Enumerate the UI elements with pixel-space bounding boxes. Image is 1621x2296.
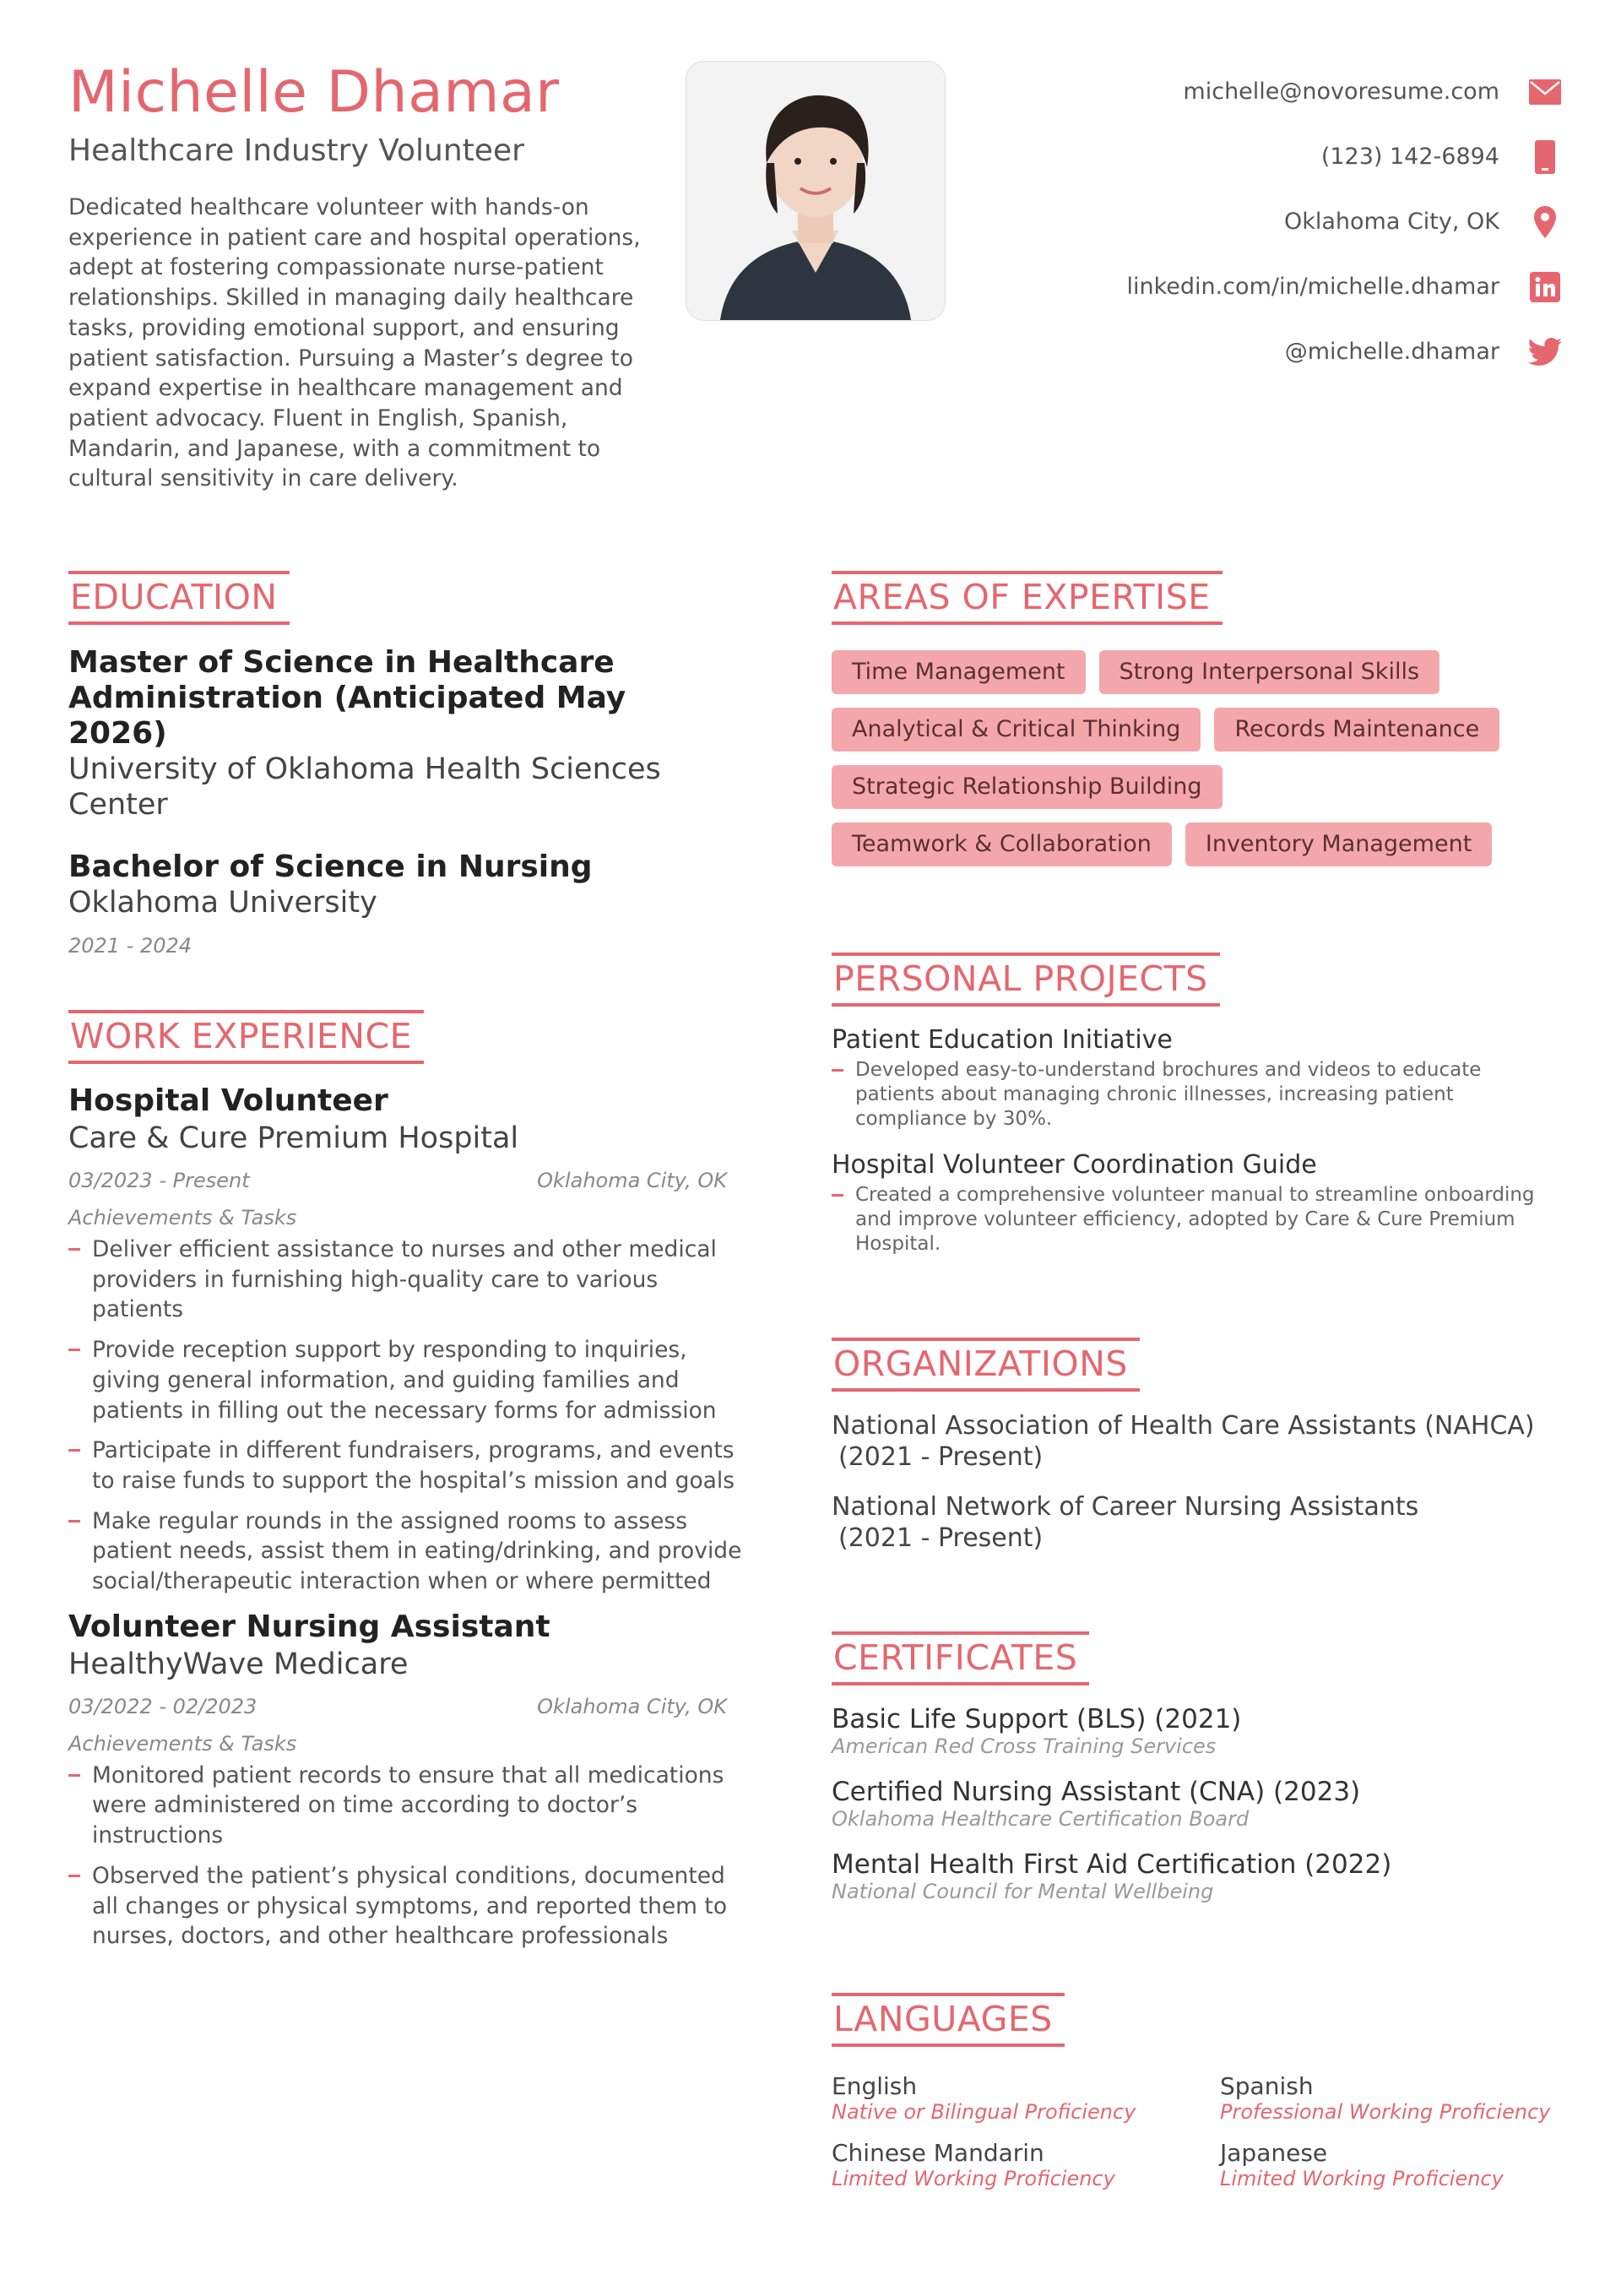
project-description: Created a comprehensive volunteer manual to streamline onboarding and improve volunteer efficiency, adopted by Care & Cure Premium Hospital. <box>832 1183 1548 1257</box>
job-entry <box>68 1083 744 1597</box>
expertise-tag: Time Management <box>832 650 1086 694</box>
job-dates: 03/2022 - 02/2023 <box>68 1694 258 1718</box>
linkedin-icon <box>1528 270 1562 304</box>
education-dates: 2021 - 2024 <box>68 934 192 958</box>
expertise-tags <box>832 650 1541 880</box>
language-item <box>832 2072 1220 2124</box>
job-location: Oklahoma City, OK <box>537 1694 727 1718</box>
certificates-heading: CERTIFICATES <box>832 1631 1089 1685</box>
language-level: Professional Working Proficiency <box>1220 2100 1551 2124</box>
organizations-heading: ORGANIZATIONS <box>832 1338 1140 1392</box>
certificate-issuer: Oklahoma Healthcare Certification Board <box>832 1807 1250 1831</box>
organization-item <box>832 1410 1566 1473</box>
certificate-issuer: American Red Cross Training Services <box>832 1734 1217 1758</box>
certificate-item <box>832 1704 1566 1758</box>
certificate-name: Basic Life Support (BLS) (2021) <box>832 1704 1242 1734</box>
candidate-name: Michelle Dhamar <box>68 59 560 126</box>
projects-heading: PERSONAL PROJECTS <box>832 953 1220 1007</box>
job-title: Hospital Volunteer <box>68 1083 388 1118</box>
bullet-item: Observed the patient’s physical conditions, documented all changes or physical symptoms, and reported them to nurses, doctors, and other healthcare professionals <box>68 1861 744 1951</box>
job-subheading: Achievements & Tasks <box>68 1731 297 1756</box>
twitter-icon <box>1528 335 1562 369</box>
location-text: Oklahoma City, OK <box>1283 209 1499 235</box>
organization-name: National Association of Health Care Assistants (NAHCA) <box>832 1411 1535 1441</box>
twitter-text: @michelle.dhamar <box>1284 339 1499 365</box>
bullet-item: Provide reception support by responding to inquiries, giving general information, and guiding families and patients in filling out the necessary forms for admission <box>68 1335 744 1425</box>
organization-dates: (2021 - Present) <box>838 1442 1044 1472</box>
degree-title: Master of Science in Healthcare Administration (Anticipated May 2026) <box>68 645 626 751</box>
project-title: Patient Education Initiative <box>832 1025 1173 1055</box>
job-title: Volunteer Nursing Assistant <box>68 1609 550 1644</box>
bullet-item: Participate in different fundraisers, programs, and events to raise funds to support the hospital’s mission and goals <box>68 1436 744 1495</box>
school-name: University of Oklahoma Health Sciences Center <box>68 752 661 822</box>
phone-text: (123) 142-6894 <box>1320 144 1499 170</box>
contact-phone[interactable] <box>1126 124 1562 189</box>
certificate-name: Certified Nursing Assistant (CNA) (2023) <box>832 1777 1361 1807</box>
email-text: michelle@novoresume.com <box>1183 79 1499 105</box>
contact-list <box>1126 59 1562 384</box>
job-bullets <box>68 1235 744 1597</box>
organizations-section <box>832 1338 1566 1554</box>
contact-twitter[interactable] <box>1126 319 1562 384</box>
languages-grid <box>832 2072 1566 2190</box>
contact-location <box>1126 189 1562 254</box>
expertise-heading: AREAS OF EXPERTISE <box>832 571 1223 625</box>
education-heading: EDUCATION <box>68 571 290 625</box>
job-location: Oklahoma City, OK <box>537 1169 727 1192</box>
language-item <box>832 2139 1220 2190</box>
organization-dates: (2021 - Present) <box>838 1523 1044 1553</box>
expertise-tag: Records Maintenance <box>1214 708 1499 752</box>
map-pin-icon <box>1528 205 1562 239</box>
expertise-tag: Inventory Management <box>1185 822 1492 866</box>
language-level: Limited Working Proficiency <box>1220 2167 1504 2190</box>
profile-summary: Dedicated healthcare volunteer with hands-on experience in patient care and hospital operations, adept at fostering compassionate nurse-patient relationships. Skilled in managing daily healthcare tasks, providing emotional support, and ensuring patient satisfaction. Pursuing a Master’s degree to expand expertise in healthcare management and patient advocacy. Fluent in English, Spanish, Mandarin, and Japanese, with a commitment to cultural sensitivity in care delivery. <box>68 194 641 492</box>
certificate-name: Mental Health First Aid Certification (2022) <box>832 1849 1392 1880</box>
phone-icon <box>1528 140 1562 174</box>
linkedin-text: linkedin.com/in/michelle.dhamar <box>1126 274 1499 300</box>
language-level: Native or Bilingual Proficiency <box>832 2100 1136 2124</box>
school-name: Oklahoma University <box>68 886 377 920</box>
languages-heading: LANGUAGES <box>832 1993 1065 2047</box>
envelope-icon <box>1528 75 1562 109</box>
language-name: Japanese <box>1220 2139 1328 2167</box>
organization-name: National Network of Career Nursing Assistants <box>832 1492 1419 1522</box>
language-item <box>1220 2072 1575 2124</box>
job-meta <box>68 1695 727 1718</box>
degree-title: Bachelor of Science in Nursing <box>68 849 593 884</box>
expertise-tag: Analytical & Critical Thinking <box>832 708 1201 752</box>
education-item <box>68 645 744 822</box>
languages-section <box>832 1993 1566 2190</box>
profile-photo-illustration <box>686 62 945 320</box>
expertise-section <box>832 571 1566 880</box>
language-name: English <box>832 2072 918 2100</box>
projects-section <box>832 953 1566 1257</box>
contact-linkedin[interactable] <box>1126 254 1562 319</box>
language-level: Limited Working Proficiency <box>832 2167 1115 2190</box>
profile-photo <box>686 61 946 321</box>
job-meta <box>68 1169 727 1192</box>
language-item <box>1220 2139 1575 2190</box>
expertise-tag: Teamwork & Collaboration <box>832 822 1172 866</box>
contact-email[interactable] <box>1126 59 1562 124</box>
bullet-item: Monitored patient records to ensure that all medications were administered on time according to doctor’s instructions <box>68 1761 744 1851</box>
education-item <box>68 849 744 958</box>
expertise-tag: Strong Interpersonal Skills <box>1099 650 1439 694</box>
job-company: Care & Cure Premium Hospital <box>68 1121 519 1155</box>
bullet-item: Deliver efficient assistance to nurses and other medical providers in furnishing high-quality care to various patients <box>68 1235 744 1325</box>
work-experience-heading: WORK EXPERIENCE <box>68 1010 424 1064</box>
certificate-item <box>832 1777 1566 1831</box>
organization-item <box>832 1491 1566 1554</box>
certificate-item <box>832 1849 1566 1903</box>
certificates-section <box>832 1631 1566 1903</box>
expertise-tag: Strategic Relationship Building <box>832 765 1223 809</box>
job-subheading: Achievements & Tasks <box>68 1206 297 1229</box>
education-section <box>68 571 744 958</box>
job-company: HealthyWave Medicare <box>68 1647 409 1681</box>
language-name: Spanish <box>1220 2072 1314 2100</box>
job-dates: 03/2023 - Present <box>68 1169 250 1192</box>
work-experience-section <box>68 1010 744 1962</box>
project-title: Hospital Volunteer Coordination Guide <box>832 1150 1317 1180</box>
project-entry <box>832 1150 1566 1257</box>
certificate-issuer: National Council for Mental Wellbeing <box>832 1880 1214 1903</box>
job-entry <box>68 1609 744 1951</box>
language-name: Chinese Mandarin <box>832 2139 1044 2167</box>
candidate-role: Healthcare Industry Volunteer <box>68 133 524 168</box>
project-description: Developed easy-to-understand brochures and videos to educate patients about managing chronic illnesses, increasing patient compliance by 30%. <box>832 1058 1548 1132</box>
project-entry <box>832 1025 1566 1132</box>
job-bullets <box>68 1761 744 1951</box>
bullet-item: Make regular rounds in the assigned rooms to assess patient needs, assist them in eating/drinking, and provide social/therapeutic interaction when or where permitted <box>68 1506 744 1597</box>
